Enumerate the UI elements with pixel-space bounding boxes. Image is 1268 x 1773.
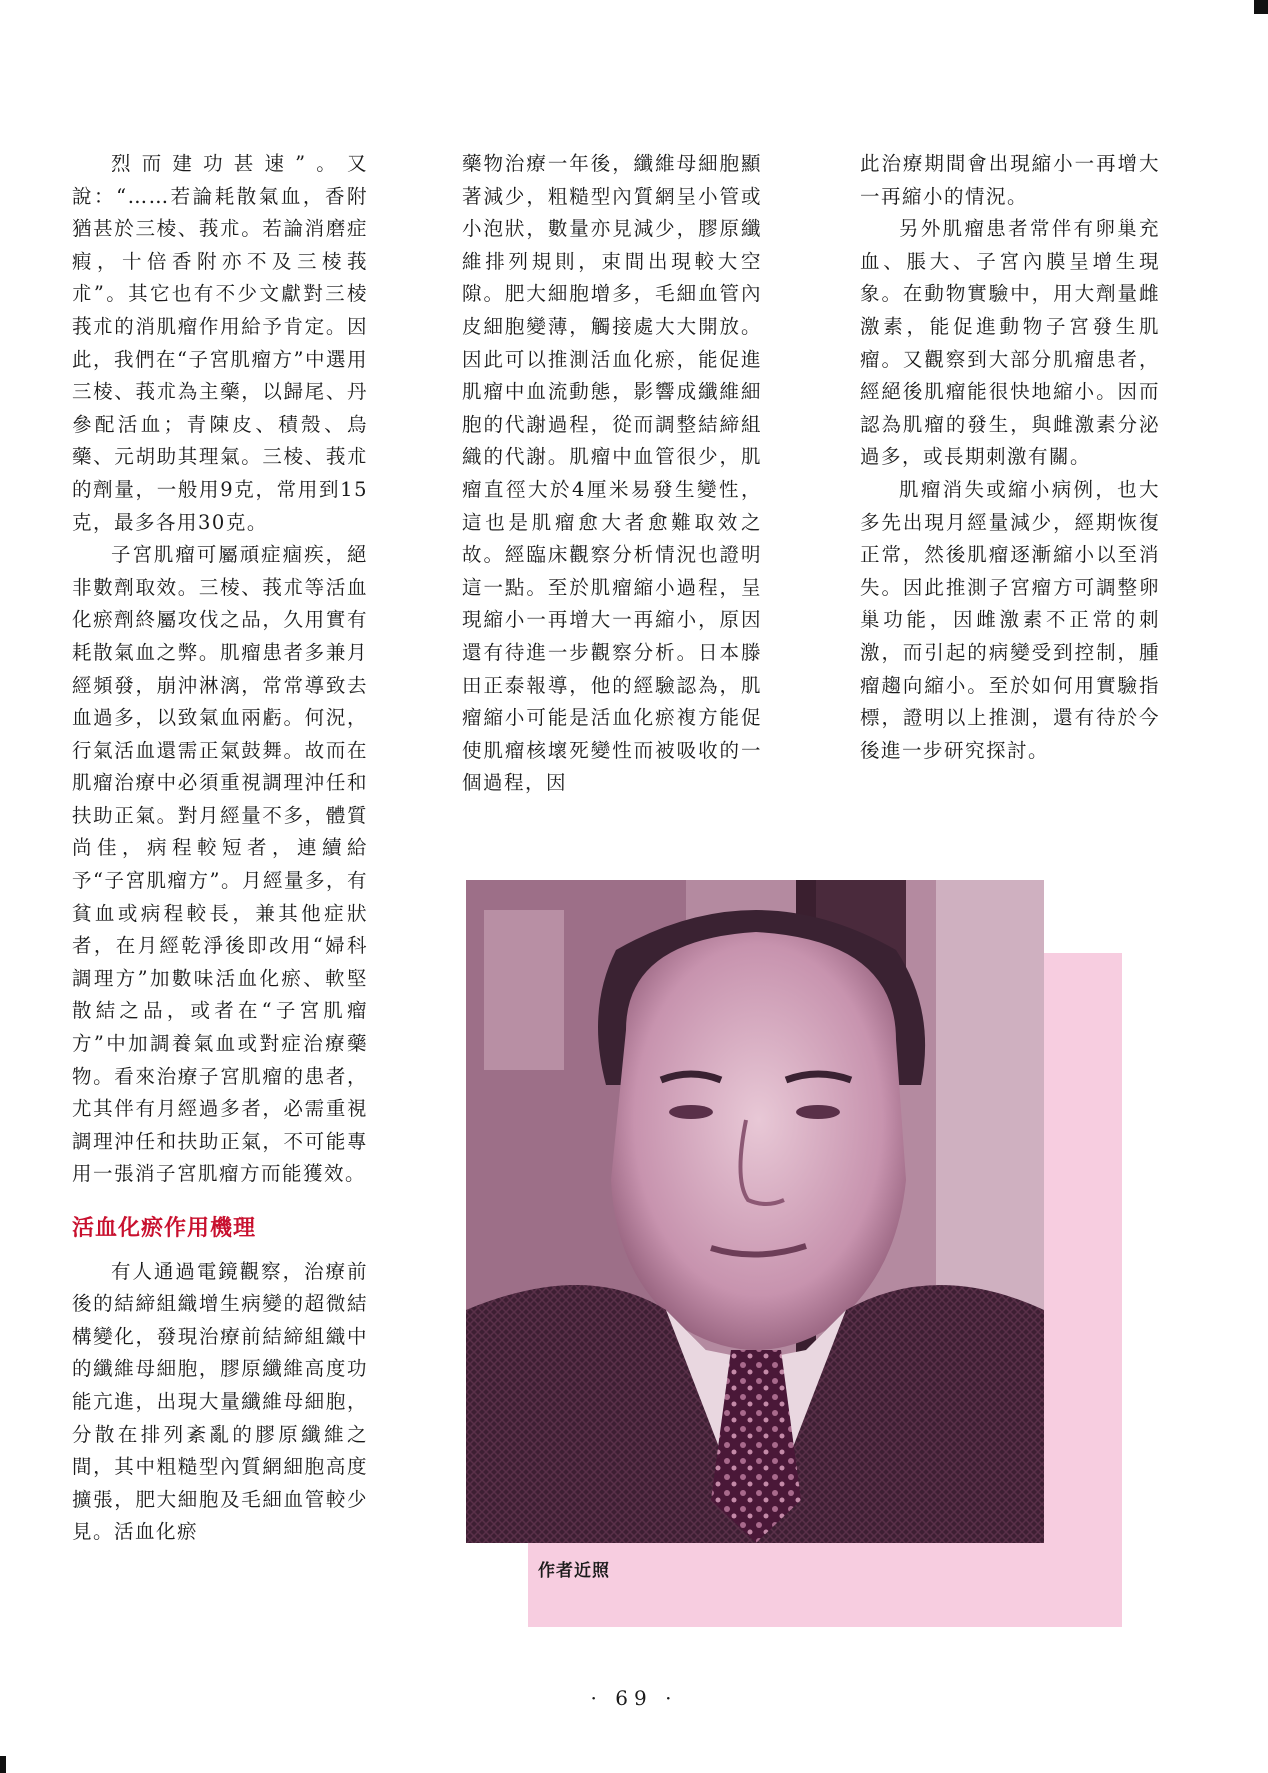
text-column-1: [72, 148, 368, 1549]
paragraph: 另外肌瘤患者常伴有卵巢充血、脹大、子宮內膜呈增生現象。在動物實驗中，用大劑量雌激素，能促進動物子宮發生肌瘤。又觀察到大部分肌瘤患者，經絕後肌瘤能很快地縮小。因而認為肌瘤的發生，與雌激素分泌過多，或長期刺激有關。: [860, 217, 1160, 469]
paragraph: 有人通過電鏡觀察，治療前後的結締組織增生病變的超微結構變化，發現治療前結締組織中的纖維母細胞，膠原纖維高度功能亢進，出現大量纖維母細胞，分散在排列紊亂的膠原纖維之間，其中粗糙型內質網細胞高度擴張，肥大細胞及毛細血管較少見。活血化瘀: [72, 1259, 368, 1544]
paragraph: 肌瘤消失或縮小病例，也大多先出現月經量減少，經期恢復正常，然後肌瘤逐漸縮小以至消失。因此推測子宮瘤方可調整卵巢功能，因雌激素不正常的刺激，而引起的病變受到控制，腫瘤趨向縮小。至於如何用實驗指標，證明以上推測，還有待於今後進一步研究探討。: [860, 477, 1160, 762]
scan-mark: [1254, 0, 1268, 14]
paragraph: 烈而建功甚速”。又說：“……若論耗散氣血，香附猶甚於三棱、莪朮。若論消磨症瘕，十倍香附亦不及三棱莪朮”。其它也有不少文獻對三棱莪朮的消肌瘤作用給予肯定。因此，我們在“子宮肌瘤方”中選用三棱、莪朮為主藥，以歸尾、丹參配活血；青陳皮、積殼、烏藥、元胡助其理氣。三棱、莪朮的劑量，一般用9克，常用到15克，最多各用30克。: [72, 152, 368, 534]
author-photo: [466, 880, 1044, 1543]
scan-mark: [0, 1756, 6, 1773]
photo-caption: 作者近照: [538, 1561, 610, 1581]
paragraph: 子宮肌瘤可屬頑症痼疾，絕非數劑取效。三棱、莪朮等活血化瘀劑終屬攻伐之品，久用實有耗散氣血之弊。肌瘤患者多兼月經頻發，崩沖淋漓，常常導致去血過多，以致氣血兩虧。何況，行氣活血還需正氣鼓舞。故而在肌瘤治療中必須重視調理沖任和扶助正氣。對月經量不多，體質尚佳，病程較短者，連續給予“子宮肌瘤方”。月經量多，有貧血或病程較長，兼其他症狀者，在月經乾淨後即改用“婦科調理方”加數味活血化瘀、軟堅散結之品，或者在“子宮肌瘤方”中加調養氣血或對症治療藥物。看來治療子宮肌瘤的患者，尤其伴有月經過多者，必需重視調理沖任和扶助正氣，不可能專用一張消子宮肌瘤方而能獲效。: [72, 543, 368, 1186]
section-heading: 活血化瘀作用機理: [72, 1216, 257, 1241]
portrait-photo-icon: [466, 880, 1044, 1543]
text-column-3: [860, 148, 1160, 767]
text-column-2: [462, 148, 762, 800]
paragraph: 藥物治療一年後，纖維母細胞顯著減少，粗糙型內質網呈小管或小泡狀，數量亦見減少，膠原纖維排列規則，束間出現較大空隙。肥大細胞增多，毛細血管內皮細胞變薄，觸接處大大開放。因此可以推測活血化瘀，能促進肌瘤中血流動態，影響成纖維細胞的代謝過程，從而調整結締組織的代謝。肌瘤中血管很少，肌瘤直徑大於4厘米易發生變性，這也是肌瘤愈大者愈難取效之故。經臨床觀察分析情況也證明這一點。至於肌瘤縮小過程，呈現縮小一再增大一再縮小，原因還有待進一步觀察分析。日本滕田正泰報導，他的經驗認為，肌瘤縮小可能是活血化瘀複方能促使肌瘤核壞死變性而被吸收的一個過程，因: [462, 152, 762, 795]
paragraph: 此治療期間會出現縮小一再增大一再縮小的情況。: [860, 152, 1160, 208]
page-number: · 69 ·: [590, 1686, 678, 1710]
